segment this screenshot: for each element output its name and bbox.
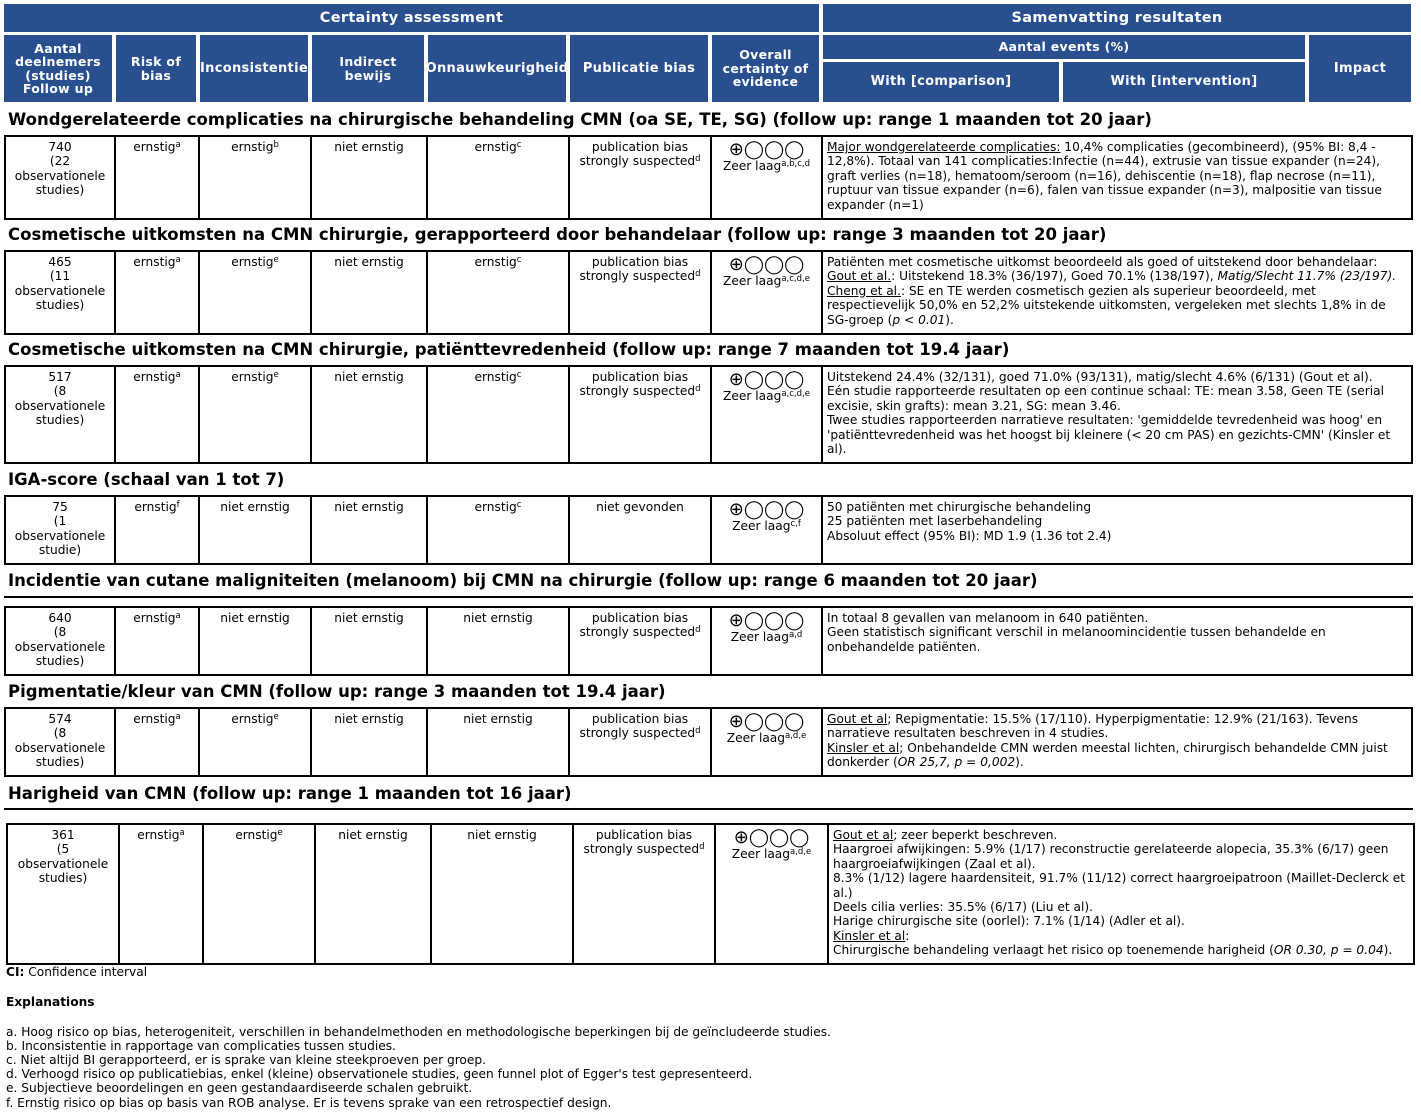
risk-of-bias-cell [116,707,200,777]
footnote-ref: a [179,828,185,838]
footnote-ref: a,d [788,630,803,640]
certainty-rating-icon: ⊕◯◯◯ [728,139,805,160]
risk-of-bias-cell [116,365,200,464]
studies-label: (8 observationele studies) [14,726,106,770]
inconsistency-cell [200,707,312,777]
explanations-title: Explanations [6,995,95,1009]
studies-label: (22 observationele studies) [14,154,106,198]
result-lead: Major wondgerelateerde complicaties: [827,140,1061,154]
ci-label: CI: [6,965,25,979]
participants-count: 361 [51,828,75,842]
certainty-rating-icon: ⊕◯◯◯ [728,711,805,732]
study-reference: Gout et al [827,712,888,726]
certainty-rating-icon: ⊕◯◯◯ [728,499,805,520]
certainty-cell [712,707,823,777]
footnote-ref: c [516,140,522,150]
inconsistency-value: ernstig [231,255,274,269]
footnote-ref: d [695,625,701,636]
header-samenvatting-resultaten: Samenvatting resultaten [823,4,1411,32]
ci-legend [6,965,147,979]
certainty-rating-icon: ⊕◯◯◯ [733,827,810,848]
outcome-title: Wondgerelateerde complicaties na chirurgische behandeling CMN (oa SE, TE, SG) (follow up: range 1 maanden tot 20 jaar) [8,110,1152,129]
result-intro: Patiënten met cosmetische uitkomst beoordeeld als goed of uitstekend door behandelaar: [827,255,1378,269]
indirectness-value: niet ernstig [334,712,404,726]
certainty-label: Zeer laag [726,731,786,745]
imprecision-cell [428,707,570,777]
studies-label: (5 observationele studies) [17,842,109,886]
studies-label: (8 observationele studies) [14,625,106,669]
studies-label: (1 observationele studie) [14,514,106,558]
footnote-ref: c [516,500,522,510]
publication-bias-value: publication bias strongly suspected [579,370,696,399]
table-row [4,495,1413,565]
indirectness-cell [312,365,428,464]
inconsistency-cell [200,250,312,335]
result-text: ; zeer beperkt beschreven. [893,828,1058,842]
participants-count: 574 [48,712,72,726]
footnote-ref: a,c,d,e [781,274,810,284]
inconsistency-value: ernstig [231,140,274,154]
imprecision-cell [428,135,570,220]
result-line: In totaal 8 gevallen van melanoom in 640 patiënten. [827,611,1149,625]
certainty-label: Zeer laag [730,630,789,644]
results-cell [823,250,1413,335]
publication-bias-cell [570,365,712,464]
result-text: ; Repigmentatie: 15.5% (17/110). Hyperpigmentatie: 12.9% (21/163). Tevens narratieve resultaten beschreven in 4 studies. [827,712,1359,741]
certainty-rating-icon: ⊕◯◯◯ [728,369,805,390]
risk-of-bias-value: ernstig [133,712,176,726]
inconsistency-value: ernstig [231,370,274,384]
result-line: Geen statistisch significant verschil in melanoomincidentie tussen behandelde en onbehandelde patiënten. [827,625,1326,654]
results-cell [823,495,1413,565]
table-row [4,365,1413,464]
publication-bias-value: niet gevonden [596,500,684,514]
result-italic: Matig/Slecht 11.7% (23/197). [1217,269,1397,284]
outcome-title: IGA-score (schaal van 1 tot 7) [8,470,285,489]
explanation-item: f. Ernstig risico op bias op basis van ROB analyse. Er is tevens sprake van een retrospectief design. [6,1096,612,1110]
risk-of-bias-cell [116,606,200,676]
inconsistency-cell [200,135,312,220]
participants-count: 75 [52,500,68,514]
certainty-cell [712,495,823,565]
publication-bias-cell [570,707,712,777]
inconsistency-cell [204,823,316,965]
footnote-ref: d [695,384,701,395]
footnote-ref: d [695,154,701,165]
col-with-comparison: With [comparison] [823,62,1059,102]
col-risk-of-bias: Risk of bias [116,35,196,102]
indirectness-value: niet ernstig [334,370,404,384]
footnote-ref: a [175,140,181,150]
publication-bias-value: publication bias strongly suspected [579,255,696,284]
certainty-label: Zeer laag [723,274,782,288]
risk-of-bias-cell [120,823,204,965]
col-publicatie-bias: Publicatie bias [570,35,708,102]
risk-of-bias-cell [116,135,200,220]
study-reference: Cheng et al. [827,283,901,298]
result-text: 10,4% complicaties (gecombineerd), (95% BI: 8,4 - 12,8%). Totaal van 141 complicaties:Infectie (n=44), extrusie van tissue expander (n=24), graft verlies (n=18), hematoom/seroom (n=16), dehiscentie (n=18), flap necrose (n=11), ruptuur van tissue expander (n=6), falen van tissue expander (n=3), malpositie van tissue expander (n=1) [827,140,1382,212]
col-impact: Impact [1309,35,1411,102]
result-italic: OR 25,7, p = 0,002 [897,755,1016,770]
footnote-ref: c,f [790,519,801,529]
outcome-title: Pigmentatie/kleur van CMN (follow up: range 3 maanden tot 19.4 jaar) [8,682,666,701]
indirectness-cell [312,250,428,335]
result-line: 8.3% (1/12) lagere haardensiteit, 91.7% (11/12) correct haargroeipatroon (Maillet-Declerck et al.) [833,871,1405,900]
publication-bias-value: publication bias strongly suspected [583,828,700,857]
certainty-cell [716,823,829,965]
participants-cell [4,495,116,565]
indirectness-value: niet ernstig [334,140,404,154]
imprecision-value: ernstig [474,140,517,154]
table-row [4,606,1413,676]
footnote-ref: a,d,e [785,731,807,741]
publication-bias-value: publication bias strongly suspected [579,140,696,169]
inconsistency-value: ernstig [231,712,274,726]
result-line: Uitstekend 24.4% (32/131), goed 71.0% (93/131), matig/slecht 4.6% (6/131) (Gout et al). [827,370,1373,384]
imprecision-cell [428,250,570,335]
explanation-item: d. Verhoogd risico op publicatiebias, enkel (kleine) observationele studies, geen funnel plot of Egger's test gepresenteerd. [6,1067,753,1081]
result-text: : Uitstekend 18.3% (36/197), Goed 70.1% (138/197), [891,269,1218,284]
certainty-label: Zeer laag [722,159,782,173]
section-divider [4,596,1413,598]
explanation-item: e. Subjectieve beoordelingen en geen gestandaardiseerde schalen gebruikt. [6,1081,473,1095]
results-cell [823,365,1413,464]
participants-cell [4,250,116,335]
risk-of-bias-value: ernstig [133,140,176,154]
footnote-ref: a [175,611,181,621]
participants-cell [4,135,116,220]
result-text-end: ). [1015,755,1024,770]
indirectness-cell [312,606,428,676]
participants-cell [4,707,116,777]
indirectness-cell [312,135,428,220]
certainty-cell [712,365,823,464]
inconsistency-value: ernstig [235,828,278,842]
participants-cell [4,606,116,676]
footnote-ref: c [516,370,522,380]
result-text: ; Onbehandelde CMN werden meestal lichten, chirurgisch behandelde CMN juist donkerder ( [827,740,1388,770]
study-reference: Kinsler et al [827,740,900,755]
result-text: : SE en TE werden cosmetisch gezien als superieur beoordeeld, met respectievelijk 50,0% en 52,2% uitstekende uitkomsten, vergeleken met slechts 1,8% in de SG-groep ( [827,283,1386,327]
result-text-end: ). [1383,943,1393,958]
results-cell [823,135,1413,220]
col-with-intervention: With [intervention] [1063,62,1305,102]
footnote-ref: e [277,828,283,838]
study-reference: Gout et al. [827,269,892,284]
certainty-cell [712,250,823,335]
indirectness-value: niet ernstig [338,828,408,842]
imprecision-value: niet ernstig [463,611,533,625]
certainty-rating-icon: ⊕◯◯◯ [728,610,805,631]
inconsistency-value: niet ernstig [220,611,290,625]
outcome-title: Cosmetische uitkomsten na CMN chirurgie, gerapporteerd door behandelaar (follow up: range 3 maanden tot 20 jaar) [8,225,1107,244]
certainty-rating-icon: ⊕◯◯◯ [728,254,805,275]
result-line: 50 patiënten met chirurgische behandeling [827,500,1092,514]
col-aantal-events: Aantal events (%) [823,35,1305,59]
header-certainty-assessment: Certainty assessment [4,4,819,32]
risk-of-bias-value: ernstig [133,255,176,269]
imprecision-value: niet ernstig [467,828,537,842]
imprecision-value: ernstig [474,255,517,269]
participants-cell [4,365,116,464]
risk-of-bias-value: ernstig [137,828,180,842]
study-reference: Kinsler et al [833,928,906,943]
indirectness-cell [312,707,428,777]
footnote-ref: e [273,370,279,380]
publication-bias-cell [574,823,716,965]
participants-cell [6,823,120,965]
table-row [4,707,1413,777]
col-indirect-bewijs: Indirect bewijs [312,35,424,102]
risk-of-bias-value: ernstig [133,611,176,625]
outcome-title: Cosmetische uitkomsten na CMN chirurgie, patiënttevredenheid (follow up: range 7 maanden tot 19.4 jaar) [8,340,1010,359]
footnote-ref: b [273,140,279,150]
imprecision-cell [428,365,570,464]
study-reference: Gout et al [833,828,894,842]
explanation-item: c. Niet altijd BI gerapporteerd, er is sprake van kleine steekproeven per groep. [6,1053,487,1067]
imprecision-value: niet ernstig [463,712,533,726]
result-text: Chirurgische behandeling verlaagt het risico op toenemende harigheid ( [833,943,1274,958]
results-cell [823,606,1413,676]
imprecision-cell [428,606,570,676]
footnote-ref: a [175,370,181,380]
studies-label: (11 observationele studies) [14,269,106,313]
imprecision-cell [432,823,574,965]
col-deelnemers: Aantal deelnemers (studies) Follow up [4,35,112,102]
certainty-cell [712,606,823,676]
col-onnauwkeurigheid: Onnauwkeurigheid [428,35,566,102]
result-line: Deels cilia verlies: 35.5% (6/17) (Liu et al). [833,900,1094,915]
footnote-ref: d [695,726,701,737]
footnote-ref: a,d,e [790,847,812,857]
risk-of-bias-cell [116,250,200,335]
publication-bias-cell [570,250,712,335]
results-cell [823,707,1413,777]
indirectness-value: niet ernstig [334,255,404,269]
table-row [6,823,1415,965]
result-text: : [905,928,910,943]
indirectness-cell [316,823,432,965]
footnote-ref: d [699,842,705,853]
result-text-end: ). [945,312,954,327]
publication-bias-cell [570,606,712,676]
footnote-ref: d [695,269,701,280]
result-italic: p < 0.01 [892,312,946,327]
explanation-item: b. Inconsistentie in rapportage van complicaties tussen studies. [6,1039,396,1053]
participants-count: 517 [48,370,72,384]
result-line: Twee studies rapporteerden narratieve resultaten: 'gemiddelde tevredenheid was hoog' en 'patiënttevredenheid was het hoogst bij kleinere (< 20 cm PAS) en gezichts-CMN' (Kinsler et al). [827,413,1391,457]
imprecision-cell [428,495,570,565]
result-line: 25 patiënten met laserbehandeling [827,514,1043,529]
result-italic: OR 0.30, p = 0.04 [1273,943,1384,958]
participants-count: 640 [48,611,72,625]
result-line: Eén studie rapporteerde resultaten op een continue schaal: TE: mean 3.58, Geen TE (serial excisie, skin grafts): mean 3.21, SG: mean 3.46. [827,384,1385,413]
table-row [4,250,1413,335]
certainty-label: Zeer laag [723,389,782,403]
indirectness-cell [312,495,428,565]
publication-bias-value: publication bias strongly suspected [579,611,696,640]
footnote-ref: a,c,d,e [781,389,810,399]
certainty-cell [712,135,823,220]
section-divider [4,808,1413,810]
certainty-label: Zeer laag [731,847,791,861]
footnote-ref: a [175,255,181,265]
footnote-ref: e [273,712,279,722]
participants-count: 740 [48,140,72,154]
result-line: Absoluut effect (95% BI): MD 1.9 (1.36 tot 2.4) [827,528,1112,543]
footnote-ref: e [273,255,279,265]
col-inconsistentie: Inconsistentie [200,35,308,102]
studies-label: (8 observationele studies) [14,384,106,428]
outcome-title: Harigheid van CMN (follow up: range 1 maanden tot 16 jaar) [8,784,572,803]
imprecision-value: ernstig [474,500,517,514]
risk-of-bias-value: ernstig [134,500,177,514]
indirectness-value: niet ernstig [334,611,404,625]
footnote-ref: f [176,500,180,510]
results-cell [829,823,1415,965]
inconsistency-cell [200,606,312,676]
publication-bias-cell [570,495,712,565]
publication-bias-value: publication bias strongly suspected [579,712,696,741]
footnote-ref: a [175,712,181,722]
inconsistency-cell [200,365,312,464]
footnote-ref: a,b,c,d [781,159,811,169]
indirectness-value: niet ernstig [334,500,404,514]
table-row [4,135,1413,220]
footnote-ref: c [516,255,522,265]
inconsistency-cell [200,495,312,565]
imprecision-value: ernstig [474,370,517,384]
result-line: Haargroei afwijkingen: 5.9% (1/17) reconstructie gerelateerde alopecia, 35.3% (6/17) geen haargroeiafwijkingen (Zaal et al). [833,842,1389,871]
outcome-title: Incidentie van cutane maligniteiten (melanoom) bij CMN na chirurgie (follow up: range 6 maanden tot 20 jaar) [8,571,1038,590]
publication-bias-cell [570,135,712,220]
ci-text: Confidence interval [24,965,148,979]
explanation-item: a. Hoog risico op bias, heterogeniteit, verschillen in behandelmethoden en methodologische beperkingen bij de geïncludeerde studies. [6,1025,831,1039]
col-overall-certainty: Overall certainty of evidence [712,35,819,102]
risk-of-bias-cell [116,495,200,565]
result-line: Harige chirurgische site (oorlel): 7.1% (1/14) (Adler et al). [833,914,1185,929]
participants-count: 465 [48,255,72,269]
risk-of-bias-value: ernstig [133,370,176,384]
inconsistency-value: niet ernstig [220,500,290,514]
certainty-label: Zeer laag [732,519,791,533]
